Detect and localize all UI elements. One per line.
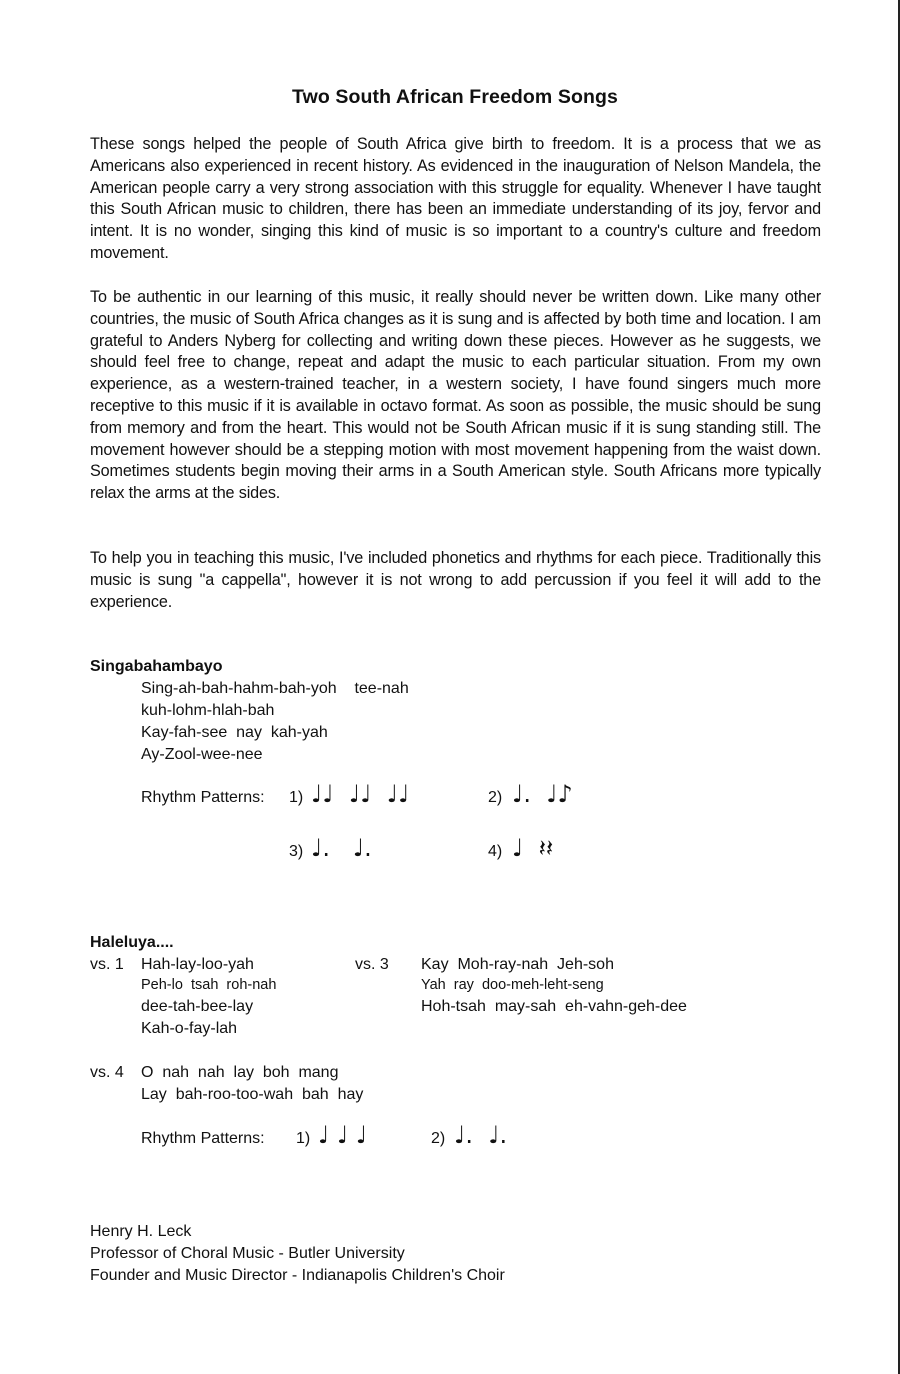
signature-name: Henry H. Leck xyxy=(90,1223,192,1240)
verse-1-line: Kah-o-fay-lah xyxy=(141,1020,238,1037)
signature-title: Founder and Music Director - Indianapolis Children's Choir xyxy=(90,1267,505,1284)
song2-heading: Haleluya.... xyxy=(90,934,174,951)
song1-line: Kay-fah-see nay kah-yah xyxy=(141,724,328,741)
authenticity-paragraph: To be authentic in our learning of this music, it really should never be written down. Like many other countries, the music of South Africa changes as it is sung and is affected by both time and location. I am grateful to Anders Nyberg for collecting and writing down these pieces. However as he suggests, we should feel free to change, repeat and adapt the music to each particular situation. From my own experience, as a western-trained teacher, in a western society, I have found singers much more receptive to this music if it is available in octavo format. As soon as possible, the music should be sung from memory and from the heart. This would not be South African music if it is sung standing still. The movement however should be a stepping motion with most movement happening from the waist down. Sometimes students begin moving their arms in a South American style. South Africans more typically relax the arms at the sides. xyxy=(90,288,821,503)
verse-1-line: Peh-lo tsah roh-nah xyxy=(141,977,277,993)
song2-pattern-notes: ♩ ♩ ♩ xyxy=(318,1121,368,1149)
song1-pattern-number: 3) xyxy=(289,843,304,860)
verse-1-line: dee-tah-bee-lay xyxy=(141,998,254,1015)
verse-1-label: vs. 1 xyxy=(90,956,124,973)
verse-3-label: vs. 3 xyxy=(355,956,389,973)
page-title: Two South African Freedom Songs xyxy=(292,86,618,108)
song1-pattern-number: 2) xyxy=(488,789,503,806)
song1-heading: Singabahambayo xyxy=(90,658,223,675)
song1-pattern-number: 1) xyxy=(289,789,304,806)
intro-paragraph: These songs helped the people of South Africa give birth to freedom. It is a process that we as Americans also experienced in recent history. As evidenced in the inauguration of Nelson Mandela, the American people carry a very strong association with this struggle for equality. Whenever I have taught this South African music to children, there has been an immediate understanding of its joy, fervor and intent. It is no wonder, singing this kind of music is so important to a country's culture and freedom movement. xyxy=(90,135,821,262)
song2-pattern-notes: ♩. ♩. xyxy=(454,1121,508,1149)
song1-rhythm-label: Rhythm Patterns: xyxy=(141,789,265,806)
song1-line: kuh-lohm-hlah-bah xyxy=(141,702,275,719)
song1-pattern-notes: ♩ 𝄽𝄽 xyxy=(512,834,554,862)
teaching-paragraph: To help you in teaching this music, I've included phonetics and rhythms for each piece. Traditionally this music is sung "a cappella", however it is not wrong to add percussion if you feel it will add to the experience. xyxy=(90,549,821,611)
song1-line: Ay-Zool-wee-nee xyxy=(141,746,263,763)
verse-3-line: Kay Moh-ray-nah Jeh-soh xyxy=(421,956,614,973)
signature-title: Professor of Choral Music - Butler University xyxy=(90,1245,405,1262)
song2-pattern-number: 1) xyxy=(296,1130,311,1147)
verse-4-line: O nah nah lay boh mang xyxy=(141,1064,339,1081)
verse-4-line: Lay bah-roo-too-wah bah hay xyxy=(141,1086,364,1103)
song1-pattern-notes: ♩. ♩♪ xyxy=(512,780,573,808)
verse-3-line: Hoh-tsah may-sah eh-vahn-geh-dee xyxy=(421,998,687,1015)
verse-4-label: vs. 4 xyxy=(90,1064,124,1081)
song1-pattern-notes: ♩♩ ♩♩ ♩♩ xyxy=(311,780,410,808)
song1-pattern-notes: ♩. ♩. xyxy=(311,834,372,862)
song1-pattern-number: 4) xyxy=(488,843,503,860)
song2-pattern-number: 2) xyxy=(431,1130,446,1147)
verse-3-line: Yah ray doo-meh-leht-seng xyxy=(421,977,604,993)
song2-rhythm-label: Rhythm Patterns: xyxy=(141,1130,265,1147)
verse-1-line: Hah-lay-loo-yah xyxy=(141,956,254,973)
song1-line: Sing-ah-bah-hahm-bah-yoh tee-nah xyxy=(141,680,409,697)
